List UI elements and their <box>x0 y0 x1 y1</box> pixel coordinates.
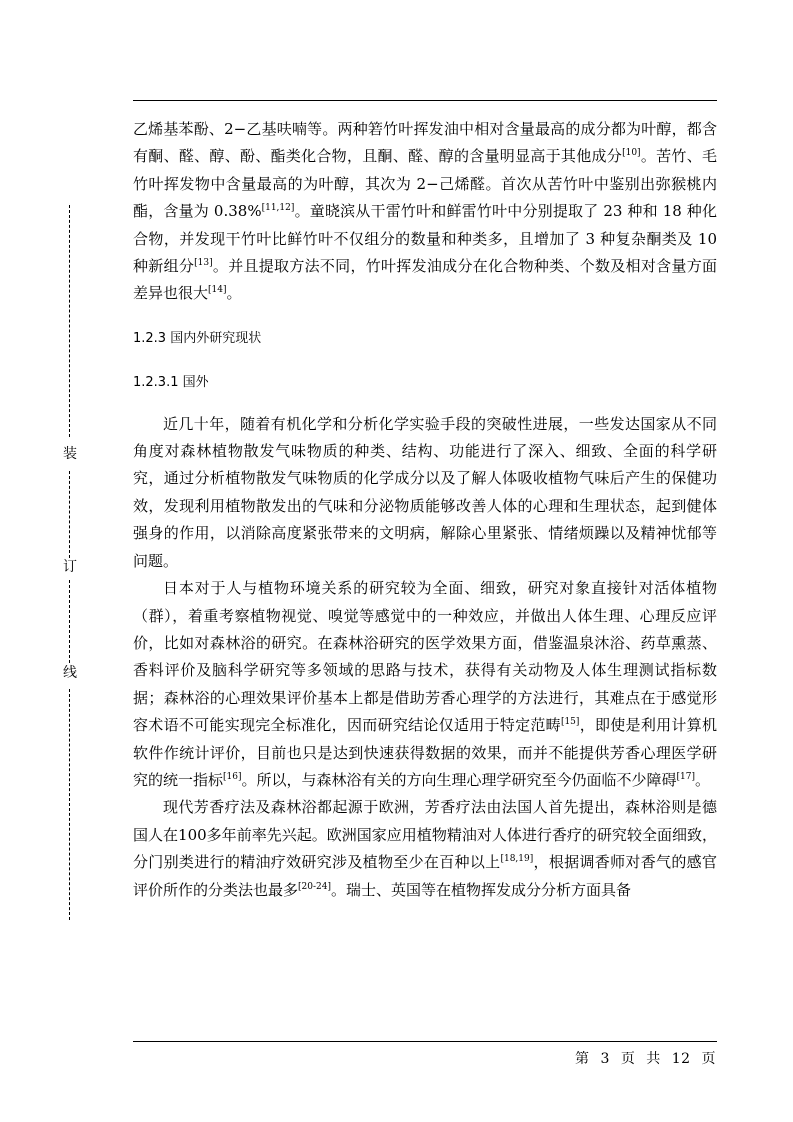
binding-dash-line <box>69 471 70 558</box>
paragraph-4: 现代芳香疗法及森林浴都起源于欧洲，芳香疗法由法国人首先提出，森林浴则是德国人在100多年前率先兴起。欧洲国家应用植物精油对人体进行香疗的研究较全面细致，分门别类进行的精油疗效研究涉及植物至少在百种以上[18,19]，根据调香师对香气的感官评价所作的分类法也最多[20-24]。瑞士、英国等在植物挥发成分分析方面具备 <box>133 798 717 899</box>
binding-dash-line <box>69 689 70 920</box>
footer-rule <box>133 1041 717 1042</box>
paragraph-2: 近几十年，随着有机化学和分析化学实验手段的突破性进展，一些发达国家从不同角度对森林植物散发气味物质的种类、结构、功能进行了深入、细致、全面的科学研究，通过分析植物散发气味物质的化学成分以及了解人体吸收植物气味后产生的保健功效，发现利用植物散发出的气味和分泌物质能够改善人体的心理和生理状态，起到健体强身的作用，以消除高度紧张带来的文明病，解除心里紧张、情绪烦躁以及精神忧郁等问题。 <box>133 414 717 570</box>
footer-gong: 共 <box>646 1051 661 1067</box>
citation: [15] <box>560 717 580 728</box>
section-heading-1-2-3: 1.2.3 国内外研究现状 <box>133 330 262 346</box>
binding-dash-line <box>69 205 70 437</box>
citation: [18,19] <box>500 854 534 865</box>
footer-ye: 页 <box>620 1051 636 1067</box>
binding-char-ding: 订 <box>63 559 77 575</box>
citation: [14] <box>208 285 227 296</box>
citation: [16] <box>223 771 242 782</box>
citation: [20-24] <box>298 881 331 892</box>
citation: [10] <box>622 148 641 159</box>
binding-margin <box>62 205 78 920</box>
footer-page-number: 3 <box>600 1051 610 1067</box>
header-rule <box>133 100 717 101</box>
footer-ye: 页 <box>701 1051 716 1067</box>
paragraph-1: 乙烯基苯酚、2−乙基呋喃等。两种箬竹叶挥发油中相对含量最高的成分都为叶醇，都含有酮、醛、醇、酚、酯类化合物，且酮、醛、醇的含量明显高于其他成分[10]。苦竹、毛竹叶挥发物中含量最高的为叶醇，其次为 2−己烯醛。首次从苦竹叶中鉴别出弥猴桃内酯，含量为 0.38%[11,12]。童晓滨从干雷竹叶和鲜雷竹叶中分别提取了 23 种和 18 种化合物，并发现干竹叶比鲜竹叶不仅组分的数量和种类多，且增加了 3 种复杂酮类及 10 种新组分[13]。并且提取方法不同，竹叶挥发油成分在化合物种类、个数及相对含量方面差异也很大[14]。 <box>133 120 718 303</box>
page-footer <box>569 1048 716 1068</box>
citation: [11,12] <box>261 203 295 214</box>
footer-total-pages: 12 <box>671 1051 691 1067</box>
section-heading-1-2-3-1: 1.2.3.1 国外 <box>133 375 209 391</box>
binding-char-zhuang: 装 <box>63 446 77 462</box>
citation: [13] <box>194 258 213 269</box>
citation: [17] <box>676 771 695 782</box>
binding-dash-line <box>69 580 70 663</box>
binding-char-xian: 线 <box>63 665 77 681</box>
paragraph-3: 日本对于人与植物环境关系的研究较为全面、细致，研究对象直接针对活体植物（群），着重考察植物视觉、嗅觉等感觉中的一种效应，并做出人体生理、心理反应评价，比如对森林浴的研究。在森林浴研究的医学效果方面，借鉴温泉沐浴、药草熏蒸、香料评价及脑科学研究等多领域的思路与技术，获得有关动物及人体生理测试指标数据；森林浴的心理效果评价基本上都是借助芳香心理学的方法进行，其难点在于感觉形容术语不可能实现完全标准化，因而研究结论仅适用于特定范畴[15]，即使是利用计算机软件作统计评价，目前也只是达到快速获得数据的效果，而并不能提供芳香心理医学研究的统一指标[16]。所以，与森林浴有关的方向生理心理学研究至今仍面临不少障碍[17]。 <box>133 579 717 789</box>
footer-di: 第 <box>574 1051 590 1067</box>
body-text <box>133 116 717 904</box>
